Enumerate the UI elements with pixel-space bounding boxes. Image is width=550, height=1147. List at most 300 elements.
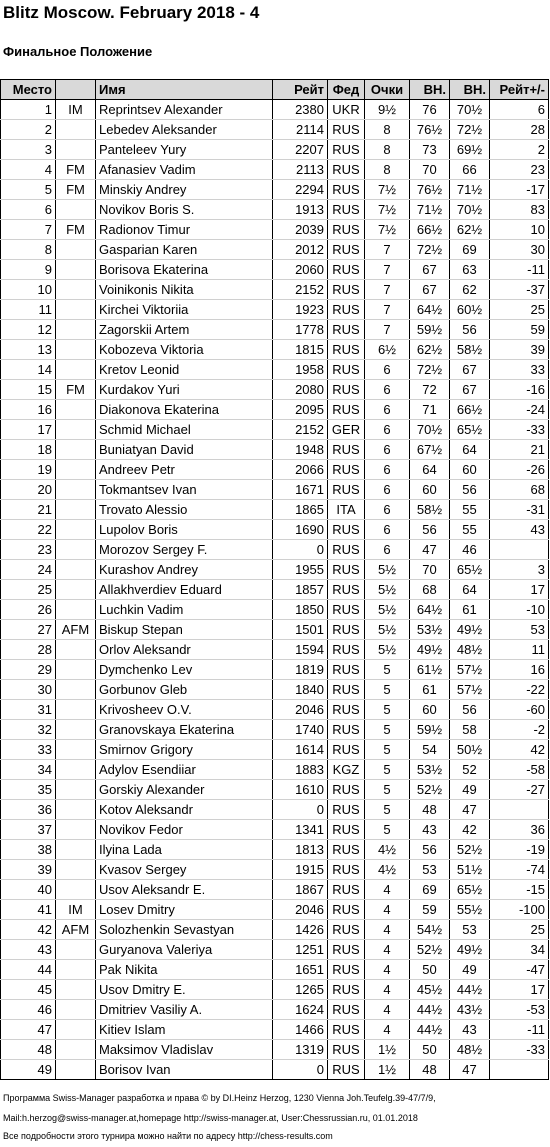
cell-points: 6 <box>365 400 410 420</box>
cell-rating: 1857 <box>273 580 328 600</box>
table-row <box>1 660 549 680</box>
cell-tiebreak-2: 46 <box>450 540 490 560</box>
header-rating: Рейт <box>273 80 328 100</box>
cell-points: 5½ <box>365 640 410 660</box>
cell-rating-change: 17 <box>490 580 549 600</box>
table-row <box>1 1020 549 1040</box>
cell-tiebreak-1: 53½ <box>410 620 450 640</box>
cell-tiebreak-1: 72 <box>410 380 450 400</box>
cell-rating: 0 <box>273 800 328 820</box>
table-row <box>1 220 549 240</box>
cell-rating-change: -16 <box>490 380 549 400</box>
cell-title <box>56 1020 96 1040</box>
cell-rating: 1341 <box>273 820 328 840</box>
cell-place: 47 <box>1 1020 56 1040</box>
cell-tiebreak-1: 67½ <box>410 440 450 460</box>
cell-rating: 1614 <box>273 740 328 760</box>
cell-tiebreak-2: 67 <box>450 360 490 380</box>
cell-tiebreak-2: 51½ <box>450 860 490 880</box>
cell-federation: RUS <box>328 360 365 380</box>
cell-title: IM <box>56 900 96 920</box>
cell-tiebreak-1: 64 <box>410 460 450 480</box>
cell-federation: RUS <box>328 520 365 540</box>
header-name: Имя <box>96 80 273 100</box>
cell-federation: UKR <box>328 100 365 120</box>
cell-federation: RUS <box>328 320 365 340</box>
cell-title <box>56 960 96 980</box>
cell-title <box>56 800 96 820</box>
cell-rating-change: -31 <box>490 500 549 520</box>
cell-tiebreak-2: 64 <box>450 440 490 460</box>
cell-points: 1½ <box>365 1060 410 1080</box>
cell-federation: RUS <box>328 960 365 980</box>
cell-federation: RUS <box>328 300 365 320</box>
cell-tiebreak-2: 48½ <box>450 1040 490 1060</box>
cell-rating-change: -33 <box>490 420 549 440</box>
cell-tiebreak-2: 56 <box>450 320 490 340</box>
cell-rating-change: 11 <box>490 640 549 660</box>
cell-points: 5 <box>365 820 410 840</box>
cell-rating-change: 36 <box>490 820 549 840</box>
cell-rating-change: -24 <box>490 400 549 420</box>
table-row <box>1 420 549 440</box>
cell-title: AFM <box>56 620 96 640</box>
cell-name: Orlov Aleksandr <box>96 640 273 660</box>
cell-tiebreak-2: 57½ <box>450 680 490 700</box>
cell-rating-change: 33 <box>490 360 549 380</box>
cell-tiebreak-2: 49½ <box>450 620 490 640</box>
cell-federation: RUS <box>328 380 365 400</box>
header-place: Место <box>1 80 56 100</box>
cell-federation: RUS <box>328 940 365 960</box>
cell-place: 34 <box>1 760 56 780</box>
cell-points: 6 <box>365 480 410 500</box>
cell-place: 13 <box>1 340 56 360</box>
cell-tiebreak-2: 69 <box>450 240 490 260</box>
cell-points: 6 <box>365 360 410 380</box>
cell-name: Pak Nikita <box>96 960 273 980</box>
cell-rating-change: 42 <box>490 740 549 760</box>
table-row <box>1 380 549 400</box>
cell-federation: RUS <box>328 460 365 480</box>
cell-rating-change: 28 <box>490 120 549 140</box>
cell-rating-change: 53 <box>490 620 549 640</box>
cell-title <box>56 980 96 1000</box>
cell-federation: ITA <box>328 500 365 520</box>
cell-rating-change: 34 <box>490 940 549 960</box>
cell-rating-change: 39 <box>490 340 549 360</box>
cell-rating-change: -74 <box>490 860 549 880</box>
cell-points: 4 <box>365 1000 410 1020</box>
cell-rating: 2113 <box>273 160 328 180</box>
cell-rating-change <box>490 1060 549 1080</box>
cell-place: 31 <box>1 700 56 720</box>
cell-points: 6½ <box>365 340 410 360</box>
cell-rating-change <box>490 540 549 560</box>
cell-rating-change: -47 <box>490 960 549 980</box>
cell-name: Granovskaya Ekaterina <box>96 720 273 740</box>
cell-tiebreak-2: 66½ <box>450 400 490 420</box>
cell-tiebreak-1: 59½ <box>410 320 450 340</box>
table-row <box>1 960 549 980</box>
cell-rating: 2114 <box>273 120 328 140</box>
table-row <box>1 140 549 160</box>
cell-name: Gorbunov Gleb <box>96 680 273 700</box>
cell-title <box>56 500 96 520</box>
cell-federation: RUS <box>328 400 365 420</box>
cell-rating: 0 <box>273 1060 328 1080</box>
cell-rating-change: 6 <box>490 100 549 120</box>
cell-place: 32 <box>1 720 56 740</box>
cell-tiebreak-1: 45½ <box>410 980 450 1000</box>
cell-title: FM <box>56 380 96 400</box>
cell-tiebreak-2: 53 <box>450 920 490 940</box>
cell-place: 46 <box>1 1000 56 1020</box>
cell-rating: 1651 <box>273 960 328 980</box>
cell-rating: 1690 <box>273 520 328 540</box>
table-row <box>1 120 549 140</box>
table-row <box>1 600 549 620</box>
cell-place: 24 <box>1 560 56 580</box>
cell-title <box>56 240 96 260</box>
table-row <box>1 540 549 560</box>
cell-place: 37 <box>1 820 56 840</box>
cell-name: Guryanova Valeriya <box>96 940 273 960</box>
cell-name: Kotov Aleksandr <box>96 800 273 820</box>
cell-tiebreak-1: 50 <box>410 1040 450 1060</box>
cell-name: Smirnov Grigory <box>96 740 273 760</box>
cell-place: 19 <box>1 460 56 480</box>
cell-tiebreak-2: 71½ <box>450 180 490 200</box>
cell-tiebreak-2: 70½ <box>450 100 490 120</box>
cell-tiebreak-1: 60 <box>410 480 450 500</box>
table-header-row <box>1 80 549 100</box>
cell-points: 4 <box>365 900 410 920</box>
cell-rating-change: 21 <box>490 440 549 460</box>
cell-federation: RUS <box>328 440 365 460</box>
cell-rating: 2207 <box>273 140 328 160</box>
cell-tiebreak-1: 64½ <box>410 600 450 620</box>
cell-rating: 2046 <box>273 900 328 920</box>
cell-name: Lupolov Boris <box>96 520 273 540</box>
cell-place: 10 <box>1 280 56 300</box>
cell-federation: RUS <box>328 180 365 200</box>
cell-tiebreak-2: 65½ <box>450 560 490 580</box>
cell-title <box>56 1000 96 1020</box>
cell-rating: 1624 <box>273 1000 328 1020</box>
cell-place: 7 <box>1 220 56 240</box>
cell-title <box>56 200 96 220</box>
cell-name: Gasparian Karen <box>96 240 273 260</box>
page-subtitle: Финальное Положение <box>3 44 153 59</box>
cell-points: 5 <box>365 780 410 800</box>
table-row <box>1 1000 549 1020</box>
cell-tiebreak-2: 60 <box>450 460 490 480</box>
cell-place: 23 <box>1 540 56 560</box>
cell-tiebreak-2: 47 <box>450 800 490 820</box>
cell-federation: RUS <box>328 880 365 900</box>
cell-points: 5½ <box>365 560 410 580</box>
cell-name: Krivosheev O.V. <box>96 700 273 720</box>
cell-rating-change: -22 <box>490 680 549 700</box>
cell-federation: RUS <box>328 640 365 660</box>
cell-title: FM <box>56 220 96 240</box>
cell-title <box>56 840 96 860</box>
header-federation: Фед <box>328 80 365 100</box>
cell-name: Maksimov Vladislav <box>96 1040 273 1060</box>
cell-place: 1 <box>1 100 56 120</box>
cell-tiebreak-1: 76 <box>410 100 450 120</box>
cell-rating: 0 <box>273 540 328 560</box>
cell-name: Kitiev Islam <box>96 1020 273 1040</box>
header-title <box>56 80 96 100</box>
cell-rating-change: -17 <box>490 180 549 200</box>
header-tiebreak-2: ВН. <box>450 80 490 100</box>
cell-federation: RUS <box>328 280 365 300</box>
cell-title <box>56 580 96 600</box>
cell-name: Radionov Timur <box>96 220 273 240</box>
cell-rating: 1819 <box>273 660 328 680</box>
cell-rating: 1955 <box>273 560 328 580</box>
cell-place: 38 <box>1 840 56 860</box>
cell-tiebreak-1: 68 <box>410 580 450 600</box>
header-rating-change: Рейт+/- <box>490 80 549 100</box>
cell-federation: RUS <box>328 1000 365 1020</box>
cell-place: 27 <box>1 620 56 640</box>
cell-title <box>56 700 96 720</box>
cell-points: 5 <box>365 680 410 700</box>
cell-rating: 1740 <box>273 720 328 740</box>
table-row <box>1 580 549 600</box>
cell-tiebreak-1: 50 <box>410 960 450 980</box>
cell-tiebreak-1: 67 <box>410 280 450 300</box>
cell-tiebreak-2: 62 <box>450 280 490 300</box>
cell-name: Panteleev Yury <box>96 140 273 160</box>
cell-points: 4 <box>365 880 410 900</box>
cell-points: 6 <box>365 520 410 540</box>
cell-rating-change: -33 <box>490 1040 549 1060</box>
cell-title <box>56 360 96 380</box>
cell-name: Solozhenkin Sevastyan <box>96 920 273 940</box>
cell-place: 40 <box>1 880 56 900</box>
cell-rating: 1915 <box>273 860 328 880</box>
cell-points: 7½ <box>365 200 410 220</box>
cell-name: Afanasiev Vadim <box>96 160 273 180</box>
cell-tiebreak-1: 59½ <box>410 720 450 740</box>
cell-rating: 1251 <box>273 940 328 960</box>
table-row <box>1 240 549 260</box>
cell-name: Gorskiy Alexander <box>96 780 273 800</box>
cell-title: FM <box>56 160 96 180</box>
cell-place: 21 <box>1 500 56 520</box>
cell-tiebreak-2: 58½ <box>450 340 490 360</box>
cell-rating: 1883 <box>273 760 328 780</box>
cell-points: 7½ <box>365 180 410 200</box>
cell-name: Kretov Leonid <box>96 360 273 380</box>
cell-rating-change: 25 <box>490 920 549 940</box>
cell-place: 17 <box>1 420 56 440</box>
table-row <box>1 260 549 280</box>
cell-rating: 1426 <box>273 920 328 940</box>
cell-name: Reprintsev Alexander <box>96 100 273 120</box>
cell-tiebreak-1: 56 <box>410 520 450 540</box>
cell-points: 9½ <box>365 100 410 120</box>
cell-name: Schmid Michael <box>96 420 273 440</box>
cell-tiebreak-1: 76½ <box>410 180 450 200</box>
cell-name: Kobozeva Viktoria <box>96 340 273 360</box>
cell-rating: 2046 <box>273 700 328 720</box>
cell-title <box>56 780 96 800</box>
cell-tiebreak-1: 54½ <box>410 920 450 940</box>
cell-title <box>56 1060 96 1080</box>
cell-tiebreak-2: 43½ <box>450 1000 490 1020</box>
cell-federation: RUS <box>328 660 365 680</box>
cell-tiebreak-1: 59 <box>410 900 450 920</box>
cell-tiebreak-1: 58½ <box>410 500 450 520</box>
cell-points: 6 <box>365 440 410 460</box>
cell-rating: 1865 <box>273 500 328 520</box>
cell-points: 6 <box>365 540 410 560</box>
cell-name: Novikov Fedor <box>96 820 273 840</box>
cell-place: 5 <box>1 180 56 200</box>
cell-tiebreak-2: 65½ <box>450 880 490 900</box>
cell-title <box>56 940 96 960</box>
table-row <box>1 320 549 340</box>
cell-tiebreak-1: 47 <box>410 540 450 560</box>
cell-title <box>56 120 96 140</box>
cell-rating: 2039 <box>273 220 328 240</box>
cell-points: 4½ <box>365 840 410 860</box>
table-row <box>1 280 549 300</box>
cell-tiebreak-2: 56 <box>450 700 490 720</box>
cell-name: Borisova Ekaterina <box>96 260 273 280</box>
cell-rating: 2294 <box>273 180 328 200</box>
cell-title <box>56 520 96 540</box>
cell-place: 4 <box>1 160 56 180</box>
cell-title <box>56 260 96 280</box>
cell-title <box>56 340 96 360</box>
cell-tiebreak-1: 72½ <box>410 360 450 380</box>
cell-title <box>56 480 96 500</box>
cell-federation: RUS <box>328 1040 365 1060</box>
table-row <box>1 200 549 220</box>
cell-title <box>56 280 96 300</box>
cell-points: 1½ <box>365 1040 410 1060</box>
cell-rating-change: 23 <box>490 160 549 180</box>
cell-tiebreak-2: 58 <box>450 720 490 740</box>
cell-federation: RUS <box>328 160 365 180</box>
cell-place: 8 <box>1 240 56 260</box>
cell-points: 4 <box>365 940 410 960</box>
cell-points: 6 <box>365 500 410 520</box>
cell-title <box>56 400 96 420</box>
cell-rating: 1840 <box>273 680 328 700</box>
cell-points: 8 <box>365 120 410 140</box>
cell-place: 15 <box>1 380 56 400</box>
cell-tiebreak-1: 60 <box>410 700 450 720</box>
cell-place: 9 <box>1 260 56 280</box>
cell-rating-change: 17 <box>490 980 549 1000</box>
cell-tiebreak-1: 67 <box>410 260 450 280</box>
cell-tiebreak-2: 70½ <box>450 200 490 220</box>
cell-federation: RUS <box>328 780 365 800</box>
cell-federation: RUS <box>328 700 365 720</box>
table-row <box>1 520 549 540</box>
table-row <box>1 500 549 520</box>
cell-title <box>56 640 96 660</box>
cell-place: 44 <box>1 960 56 980</box>
cell-name: Usov Aleksandr E. <box>96 880 273 900</box>
cell-name: Lebedev Aleksander <box>96 120 273 140</box>
cell-name: Losev Dmitry <box>96 900 273 920</box>
cell-tiebreak-1: 52½ <box>410 780 450 800</box>
cell-federation: RUS <box>328 680 365 700</box>
cell-federation: RUS <box>328 340 365 360</box>
cell-tiebreak-1: 70 <box>410 560 450 580</box>
cell-title: AFM <box>56 920 96 940</box>
cell-place: 16 <box>1 400 56 420</box>
cell-points: 4½ <box>365 860 410 880</box>
cell-points: 5½ <box>365 580 410 600</box>
cell-title: IM <box>56 100 96 120</box>
cell-name: Morozov Sergey F. <box>96 540 273 560</box>
cell-tiebreak-1: 70½ <box>410 420 450 440</box>
cell-tiebreak-2: 49 <box>450 960 490 980</box>
table-row <box>1 980 549 1000</box>
cell-points: 4 <box>365 1020 410 1040</box>
cell-tiebreak-1: 44½ <box>410 1020 450 1040</box>
cell-federation: RUS <box>328 720 365 740</box>
cell-points: 6 <box>365 380 410 400</box>
cell-federation: RUS <box>328 920 365 940</box>
cell-rating: 1265 <box>273 980 328 1000</box>
table-row <box>1 820 549 840</box>
cell-rating-change: -60 <box>490 700 549 720</box>
cell-federation: RUS <box>328 120 365 140</box>
cell-points: 7 <box>365 300 410 320</box>
cell-tiebreak-2: 60½ <box>450 300 490 320</box>
cell-rating-change: -27 <box>490 780 549 800</box>
cell-rating: 2152 <box>273 280 328 300</box>
cell-name: Dmitriev Vasiliy A. <box>96 1000 273 1020</box>
cell-rating-change: 83 <box>490 200 549 220</box>
footer-line: Mail:h.herzog@swiss-manager.at,homepage http://swiss-manager.at, User:Chessrussian.ru, 01.01.2018 <box>3 1113 418 1123</box>
cell-points: 5 <box>365 700 410 720</box>
cell-tiebreak-1: 69 <box>410 880 450 900</box>
cell-rating-change: -100 <box>490 900 549 920</box>
cell-rating: 1923 <box>273 300 328 320</box>
header-points: Очки <box>365 80 410 100</box>
cell-tiebreak-1: 49½ <box>410 640 450 660</box>
cell-rating-change: 16 <box>490 660 549 680</box>
cell-tiebreak-2: 43 <box>450 1020 490 1040</box>
cell-title <box>56 1040 96 1060</box>
cell-rating-change: -53 <box>490 1000 549 1020</box>
cell-rating: 2152 <box>273 420 328 440</box>
table-row <box>1 1060 549 1080</box>
cell-rating: 1850 <box>273 600 328 620</box>
cell-place: 35 <box>1 780 56 800</box>
cell-place: 42 <box>1 920 56 940</box>
cell-tiebreak-1: 52½ <box>410 940 450 960</box>
cell-title <box>56 660 96 680</box>
cell-rating-change <box>490 800 549 820</box>
cell-title <box>56 720 96 740</box>
table-row <box>1 620 549 640</box>
cell-name: Allakhverdiev Eduard <box>96 580 273 600</box>
cell-federation: RUS <box>328 240 365 260</box>
cell-name: Usov Dmitry E. <box>96 980 273 1000</box>
